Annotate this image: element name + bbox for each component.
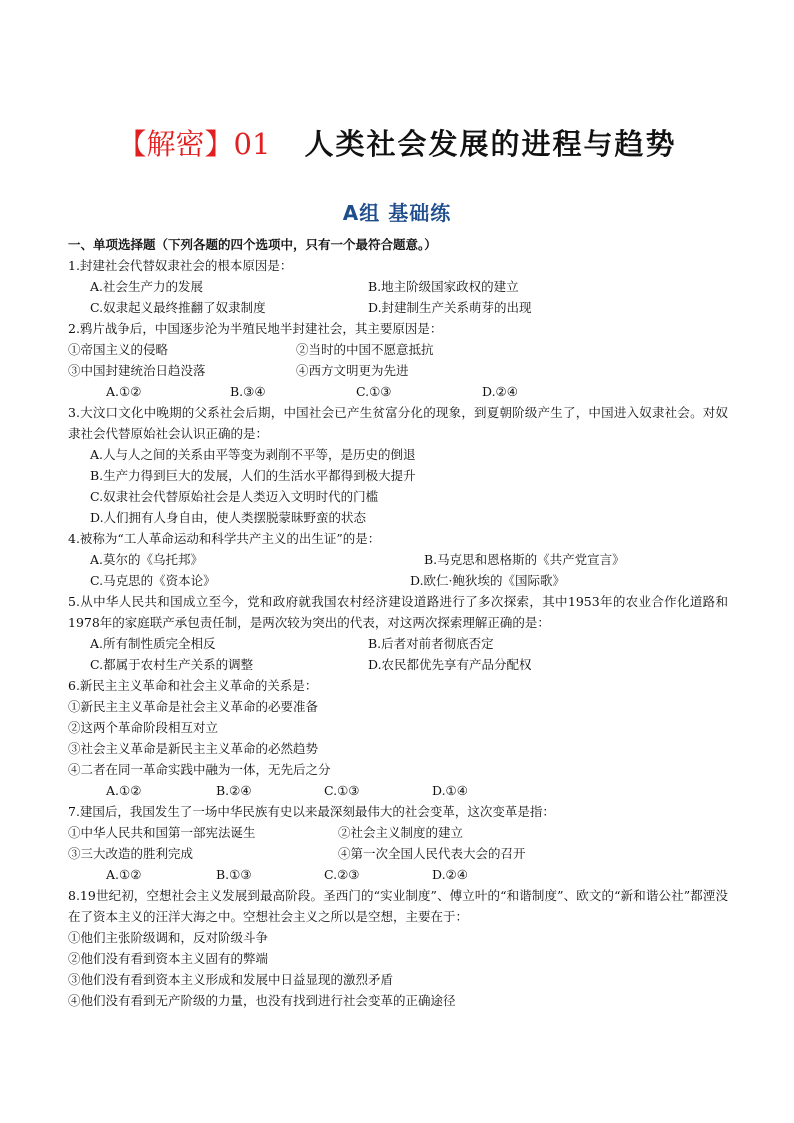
option: D.欧仁·鲍狄埃的《国际歌》 — [410, 573, 566, 588]
item: ②当时的中国不愿意抵抗 — [296, 342, 434, 357]
question-stem: 2.鸦片战争后，中国逐步沦为半殖民地半封建社会，其主要原因是： — [68, 321, 443, 336]
option: A.①② — [106, 384, 142, 399]
question-stem: 1.封建社会代替奴隶社会的根本原因是： — [68, 258, 293, 273]
question-stem: 3.大汶口文化中晚期的父系社会后期，中国社会已产生贫富分化的现象，到夏朝阶级产生了，中国进入奴隶社会。对奴隶社会代替原始社会认识正确的是： — [68, 405, 728, 441]
item: ③三大改造的胜利完成 — [68, 846, 194, 861]
option: C.②③ — [324, 867, 360, 882]
question-list — [68, 234, 728, 1011]
option-row — [68, 633, 728, 654]
option: C.①③ — [324, 783, 360, 798]
item-row — [68, 360, 728, 381]
item-row — [68, 843, 728, 864]
question-stem: 6.新民主主义革命和社会主义革命的关系是： — [68, 678, 318, 693]
option-row — [68, 570, 728, 591]
item: ②社会主义制度的建立 — [338, 825, 464, 840]
item: ④他们没有看到无产阶级的力量，也没有找到进行社会变革的正确途径 — [68, 993, 456, 1008]
item: ④第一次全国人民代表大会的召开 — [338, 846, 526, 861]
section-heading: 一、单项选择题（下列各题的四个选项中，只有一个最符合题意。） — [68, 237, 437, 252]
item: ③中国封建统治日趋没落 — [68, 363, 206, 378]
question-stem: 5.从中华人民共和国成立至今，党和政府就我国农村经济建设道路进行了多次探索，其中1953年的农业合作化道路和1978年的家庭联产承包责任制，是两次较为突出的代表，对这两次探索理解正确的是： — [68, 594, 728, 630]
question-stem: 8.19世纪初，空想社会主义发展到最高阶段。圣西门的“实业制度”、傅立叶的“和谐制度”、欧文的“新和谐公社”都湮没在了资本主义的汪洋大海之中。空想社会主义之所以是空想，主要在于： — [68, 888, 728, 924]
option-row — [68, 654, 728, 675]
option: A.人与人之间的关系由平等变为剥削不平等，是历史的倒退 — [90, 447, 416, 462]
option-row — [68, 297, 728, 318]
title-tag: 【解密】01 — [117, 127, 271, 161]
option: D.人们拥有人身自由，使人类摆脱蒙昧野蛮的状态 — [90, 510, 367, 525]
option: B.后者对前者彻底否定 — [368, 636, 494, 651]
option-row — [68, 864, 728, 885]
item: ①他们主张阶级调和，反对阶级斗争 — [68, 930, 269, 945]
option: C.都属于农村生产关系的调整 — [90, 657, 254, 672]
item-row — [68, 822, 728, 843]
option-row — [68, 549, 728, 570]
group-title: A组 基础练 — [342, 201, 452, 225]
option: C.奴隶社会代替原始社会是人类迈入文明时代的门槛 — [90, 489, 379, 504]
option: B.生产力得到巨大的发展，人们的生活水平都得到极大提升 — [90, 468, 416, 483]
option: A.莫尔的《乌托邦》 — [90, 552, 204, 567]
item: ①中华人民共和国第一部宪法诞生 — [68, 825, 256, 840]
item: ②这两个革命阶段相互对立 — [68, 720, 219, 735]
option: D.农民都优先享有产品分配权 — [368, 657, 532, 672]
option: B.③④ — [230, 384, 266, 399]
option: D.①④ — [432, 783, 468, 798]
option: C.马克思的《资本论》 — [90, 573, 216, 588]
option: B.地主阶级国家政权的建立 — [368, 279, 519, 294]
question-stem: 4.被称为“工人革命运动和科学共产主义的出生证”的是： — [68, 531, 381, 546]
option: B.①③ — [216, 867, 252, 882]
option: D.封建制生产关系萌芽的出现 — [368, 300, 532, 315]
option: D.②④ — [432, 867, 468, 882]
option: B.马克思和恩格斯的《共产党宣言》 — [424, 552, 625, 567]
option: D.②④ — [482, 384, 518, 399]
option-row — [68, 381, 728, 402]
question-stem: 7.建国后，我国发生了一场中华民族有史以来最深刻最伟大的社会变革，这次变革是指： — [68, 804, 555, 819]
option-row — [68, 780, 728, 801]
item: ③社会主义革命是新民主主义革命的必然趋势 — [68, 741, 319, 756]
option: B.②④ — [216, 783, 252, 798]
option: A.①② — [106, 867, 142, 882]
item-row — [68, 339, 728, 360]
item: ④西方文明更为先进 — [296, 363, 409, 378]
item: ③他们没有看到资本主义形成和发展中日益显现的激烈矛盾 — [68, 972, 394, 987]
option: A.①② — [106, 783, 142, 798]
option: A.社会生产力的发展 — [90, 279, 204, 294]
item: ①新民主主义革命是社会主义革命的必要准备 — [68, 699, 319, 714]
option: A.所有制性质完全相反 — [90, 636, 216, 651]
title-main: 人类社会发展的进程与趋势 — [304, 127, 677, 161]
option: C.①③ — [356, 384, 392, 399]
option-row — [68, 276, 728, 297]
item: ①帝国主义的侵略 — [68, 342, 169, 357]
item: ④二者在同一革命实践中融为一体，无先后之分 — [68, 762, 331, 777]
page-title — [0, 124, 794, 164]
option: C.奴隶起义最终推翻了奴隶制度 — [90, 300, 266, 315]
item: ②他们没有看到资本主义固有的弊端 — [68, 951, 269, 966]
